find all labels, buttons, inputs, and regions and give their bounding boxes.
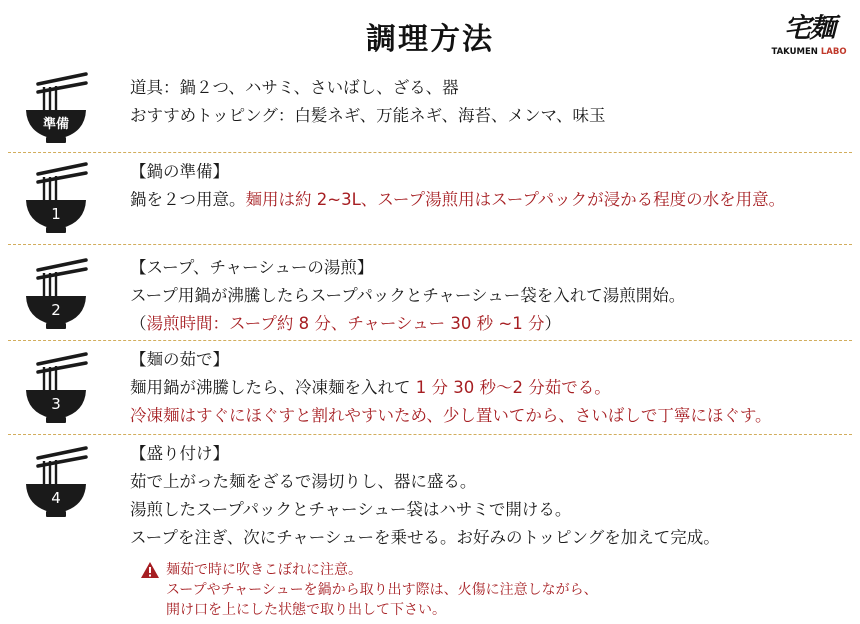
step-3-text: 麺用鍋が沸騰したら、冷凍麺を入れて [130, 378, 416, 397]
step-3-highlight: 1 分 30 秒〜2 分茹でる。 [415, 378, 611, 397]
warning-line-1: 麺茹で時に吹きこぼれに注意。 [166, 562, 362, 578]
step-2-line-2 [130, 310, 850, 338]
logo-subtext-main: TAKUMEN [771, 47, 821, 57]
step-4-line-2: 湯煎したスープパックとチャーシュー袋はハサミで開ける。 [130, 500, 572, 519]
warning-note [140, 560, 840, 620]
step-1-badge: 1 [51, 205, 61, 223]
step-2-line-1: スープ用鍋が沸騰したらスープパックとチャーシュー袋を入れて湯煎開始。 [130, 286, 686, 305]
logo-mark: 宅麺 [784, 13, 834, 44]
divider [8, 244, 852, 245]
step-4-heading: 【盛り付け】 [130, 444, 229, 463]
step-4-line-3: スープを注ぎ、次にチャーシューを乗せる。お好みのトッピングを加えて完成。 [130, 528, 720, 547]
step-1-line-1 [130, 186, 850, 214]
warning-line-3: 開け口を上にした状態で取り出して下さい。 [166, 602, 446, 618]
brand-logo [768, 12, 850, 68]
warning-triangle-icon [140, 561, 160, 579]
step-3-badge: 3 [51, 395, 61, 413]
prep-toppings: おすすめトッピング：白髪ネギ、万能ネギ、海苔、メンマ、味玉 [130, 106, 606, 125]
step-2-badge: 2 [51, 301, 61, 319]
noodle-bowl-icon [24, 444, 88, 520]
divider [8, 152, 852, 153]
warning-line-2: スープやチャーシューを鍋から取り出す際は、火傷に注意しながら、 [166, 582, 598, 598]
logo-subtext [768, 46, 850, 58]
page-title: 調理方法 [366, 22, 494, 57]
step-3-heading: 【麺の茹で】 [130, 350, 229, 369]
step-4-line-1: 茹で上がった麺をざるで湯切りし、器に盛る。 [130, 472, 477, 491]
step-3-line-2: 冷凍麺はすぐにほぐすと割れやすいため、少し置いてから、さいばしで丁寧にほぐす。 [130, 406, 772, 425]
noodle-bowl-icon [24, 256, 88, 332]
step-2-paren-close: ） [544, 314, 561, 333]
step-2-heading: 【スープ、チャーシューの湯煎】 [130, 258, 374, 277]
noodle-bowl-icon [24, 160, 88, 236]
step-3-line-1 [130, 374, 850, 402]
step-1-text: 鍋を２つ用意。 [130, 190, 246, 209]
step-2-highlight: 湯煎時間：スープ約 8 分、チャーシュー 30 秒 ~1 分 [146, 314, 545, 333]
divider [8, 340, 852, 341]
prep-tools: 道具：鍋２つ、ハサミ、さいばし、ざる、器 [130, 78, 459, 97]
noodle-bowl-icon [24, 350, 88, 426]
step-4-badge: 4 [51, 489, 61, 507]
divider [8, 434, 852, 435]
step-1-heading: 【鍋の準備】 [130, 162, 229, 181]
step-1-highlight: 麺用は約 2~3L、スープ湯煎用はスープパックが浸かる程度の水を用意。 [245, 190, 786, 209]
noodle-bowl-icon [24, 70, 88, 146]
step-2-paren-open: （ [130, 314, 147, 333]
prep-badge: 準備 [42, 117, 70, 132]
logo-subtext-accent: LABO [820, 47, 847, 57]
